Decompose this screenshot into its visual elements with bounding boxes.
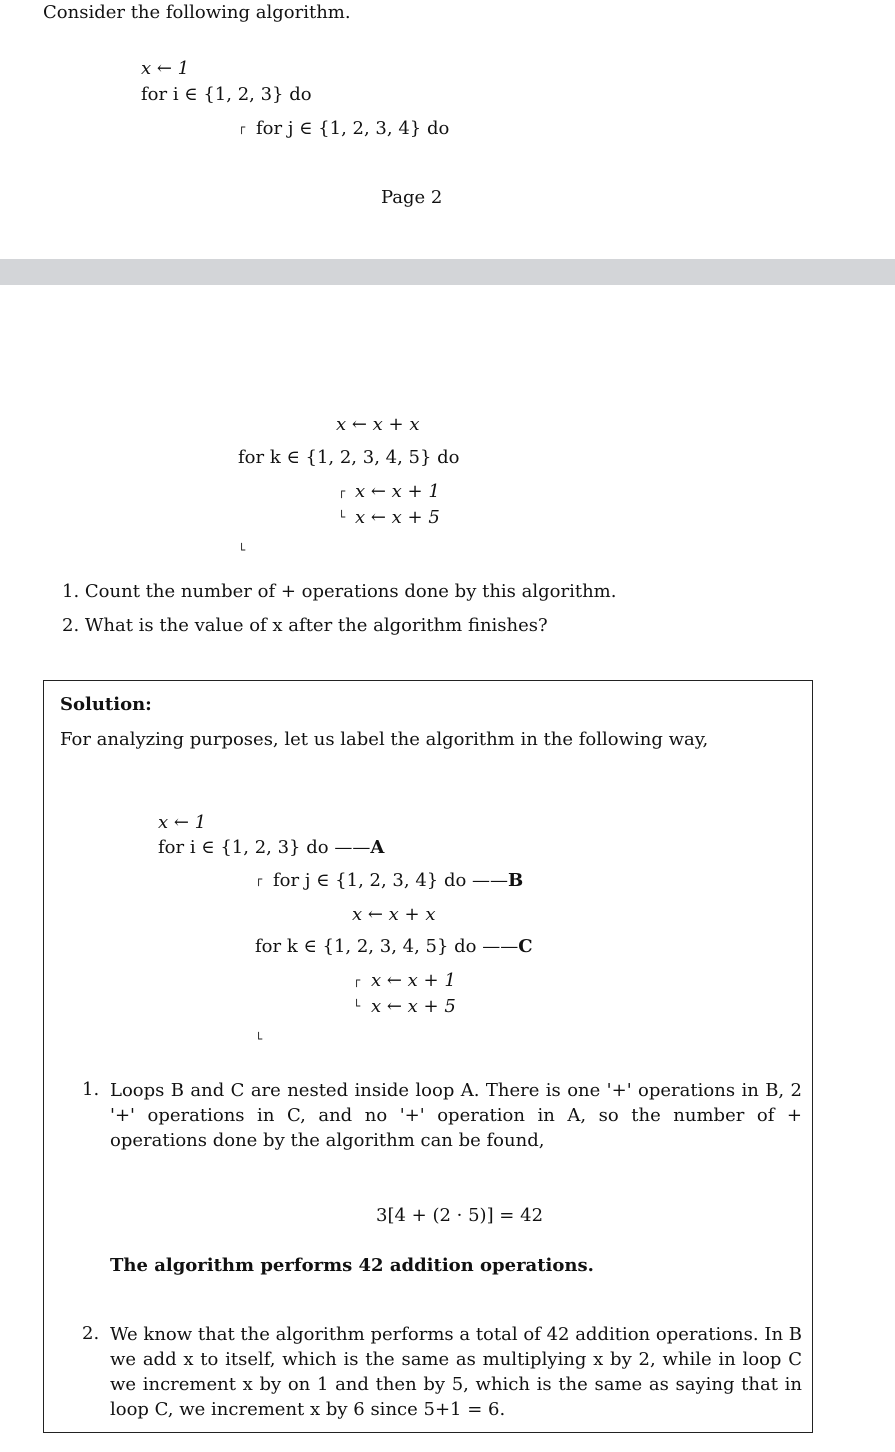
equation: 3[4 + (2 · 5)] = 42 bbox=[376, 1205, 544, 1226]
bracket-bottom-corner: └ bbox=[338, 510, 346, 524]
page-separator bbox=[0, 259, 895, 285]
algo-top-line3: for j ∈ {1, 2, 3, 4} do bbox=[256, 118, 450, 139]
question-2: 2. What is the value of x after the algorithm finishes? bbox=[62, 615, 548, 636]
item2-text: We know that the algorithm performs a total of 42 addition operations. In B we add x to itself, which is the same as multiplying x by 2, while in loop C we increment x by on 1 and then by 5, which is the same as saying that in loop C, we increment x by 6 since 5+1 = 6. bbox=[110, 1324, 802, 1420]
label-dash: —— bbox=[334, 837, 371, 858]
solution-heading: Solution: bbox=[60, 694, 152, 715]
solution-algo-line1: x ← 1 bbox=[158, 812, 207, 833]
intro-text: Consider the following algorithm. bbox=[43, 2, 351, 23]
bracket-bottom-corner: └ bbox=[238, 543, 246, 557]
bracket-top-corner: ┌ bbox=[238, 120, 246, 134]
conclusion: The algorithm performs 42 addition operations. bbox=[110, 1255, 594, 1276]
solution-algo-line3 bbox=[273, 870, 523, 891]
item1-number: 1. bbox=[82, 1079, 100, 1100]
algo-top-line1: x ← 1 bbox=[141, 58, 190, 79]
loop-b-header: for j ∈ {1, 2, 3, 4} do bbox=[273, 870, 467, 891]
solution-algo-line5 bbox=[255, 936, 533, 957]
item1-text: Loops B and C are nested inside loop A. There is one '+' operations in B, 2 '+' operations in C, and no '+' operation in A, so the number of + operations done by the algorithm can be found, bbox=[110, 1080, 802, 1151]
solution-intro: For analyzing purposes, let us label the algorithm in the following way, bbox=[60, 729, 709, 750]
label-dash: —— bbox=[482, 936, 519, 957]
algo-bottom-line1: x ← x + x bbox=[336, 414, 420, 435]
algo-bottom-line3: x ← x + 1 bbox=[355, 481, 440, 502]
bracket-top-corner: ┌ bbox=[353, 973, 361, 987]
bracket-top-corner: ┌ bbox=[255, 872, 263, 886]
page-label: Page 2 bbox=[381, 187, 443, 208]
solution-algo-line7: x ← x + 5 bbox=[371, 996, 456, 1017]
question-1: 1. Count the number of + operations done by this algorithm. bbox=[62, 581, 617, 602]
loop-c-header: for k ∈ {1, 2, 3, 4, 5} do bbox=[255, 936, 477, 957]
algo-top-line2: for i ∈ {1, 2, 3} do bbox=[141, 84, 312, 105]
algo-bottom-line4: x ← x + 5 bbox=[355, 507, 440, 528]
loop-label-b: B bbox=[508, 870, 524, 891]
loop-a-header: for i ∈ {1, 2, 3} do bbox=[158, 837, 329, 858]
label-dash: —— bbox=[472, 870, 509, 891]
bracket-bottom-corner: └ bbox=[255, 1032, 263, 1046]
item2-number: 2. bbox=[82, 1323, 100, 1344]
solution-algo-line2 bbox=[158, 837, 384, 858]
solution-algo-line6: x ← x + 1 bbox=[371, 970, 456, 991]
bracket-bottom-corner: └ bbox=[353, 999, 361, 1013]
solution-algo-line4: x ← x + x bbox=[352, 904, 436, 925]
bracket-top-corner: ┌ bbox=[338, 484, 346, 498]
algo-bottom-line2: for k ∈ {1, 2, 3, 4, 5} do bbox=[238, 447, 460, 468]
loop-label-c: C bbox=[518, 936, 533, 957]
loop-label-a: A bbox=[370, 837, 385, 858]
solution-box bbox=[43, 680, 813, 1433]
